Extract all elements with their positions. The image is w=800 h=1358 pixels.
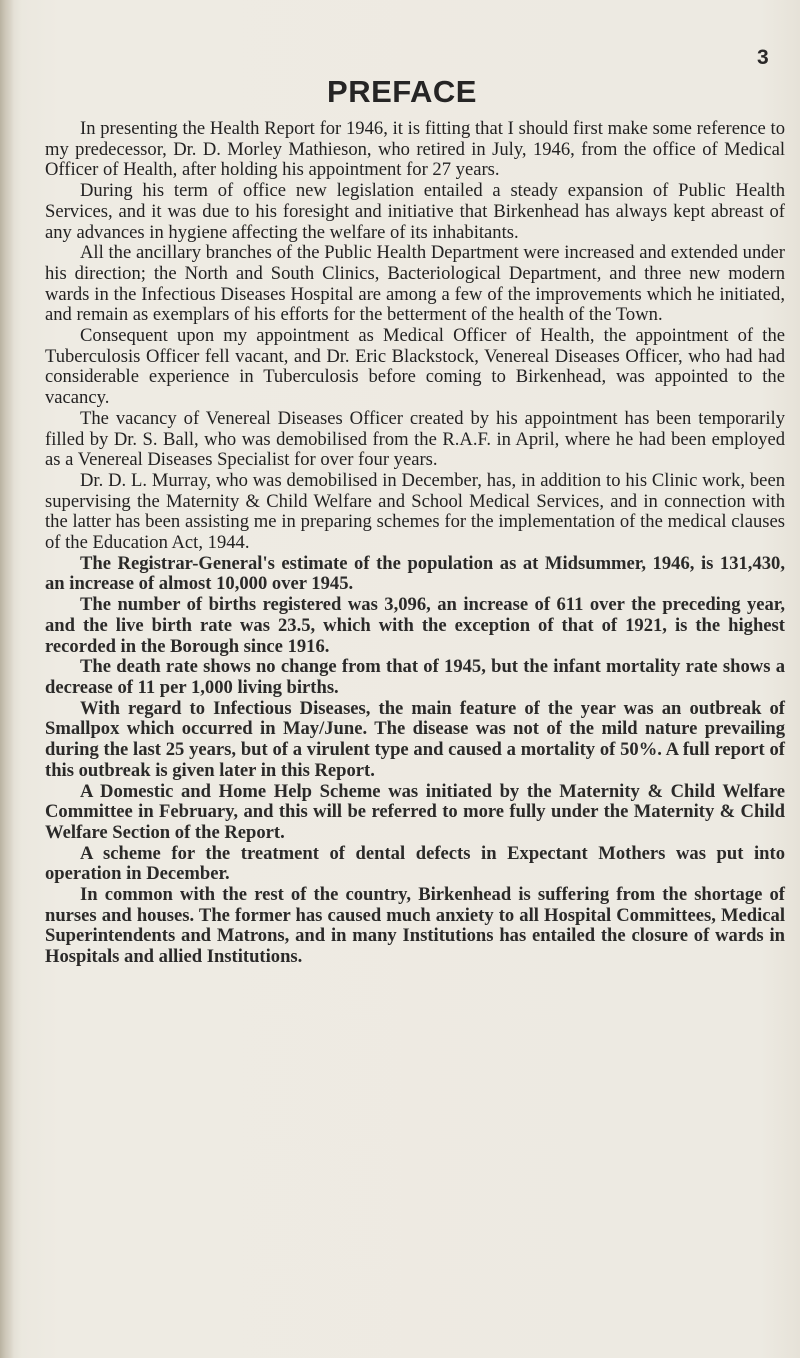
paragraph-venereal-diseases-officer: The vacancy of Venereal Diseases Officer created by his appointment has been temporarily filled by Dr. S. Ball, who was demobilised from the R.A.F. in April, where he had been employed as a Venereal Diseases Specialist for over four years. (45, 407, 785, 471)
preface-body (45, 119, 785, 968)
paragraph-dr-murray: Dr. D. L. Murray, who was demobilised in December, has, in addition to his Clinic work, been supervising the Maternity & Child Welfare and School Medical Services, and in connection with the latter has been assisting me in preparing schemes for the implementation of the medical clauses of the Education Act, 1944. (45, 469, 785, 554)
paragraph-tuberculosis-officer: Consequent upon my appointment as Medical Officer of Health, the appointment of the Tuberculosis Officer fell vacant, and Dr. Eric Blackstock, Venereal Diseases Officer, who had had considerable experience in Tuberculosis before coming to Birkenhead, was appointed to the vacancy. (45, 325, 785, 409)
paragraph-dental-scheme: A scheme for the treatment of dental defects in Expectant Mothers was put into operation in December. (45, 842, 785, 885)
page-title: PREFACE (327, 74, 477, 109)
page-number: 3 (757, 46, 769, 69)
paragraph-home-help-scheme: A Domestic and Home Help Scheme was initiated by the Maternity & Child Welfare Committee in February, and this will be referred to more fully under the Maternity & Child Welfare Section of the Report. (45, 780, 785, 843)
paragraph-term-of-office: During his term of office new legislation entailed a steady expansion of Public Health Services, and it was due to his foresight and initiative that Birkenhead has always kept abreast of any advances in hygiene affecting the welfare of its inhabitants. (45, 180, 785, 243)
paragraph-predecessor: In presenting the Health Report for 1946, it is fitting that I should first make some reference to my predecessor, Dr. D. Morley Mathieson, who retired in July, 1946, from the office of Medical Officer of Health, after holding his appointment for 27 years. (45, 118, 785, 181)
paragraph-population: The Registrar-General's estimate of the population as at Midsummer, 1946, is 131,430, an increase of almost 10,000 over 1945. (45, 552, 785, 595)
paragraph-births: The number of births registered was 3,096, an increase of 611 over the preceding year, and the live birth rate was 23.5, which with the exception of that of 1921, is the highest recorded in the Borough since 1916. (45, 594, 785, 657)
paragraph-infectious-diseases: With regard to Infectious Diseases, the main feature of the year was an outbreak of Smallpox which occurred in May/June. The disease was not of the mild nature prevailing during the last 25 years, but of a virulent type and caused a mortality of 50%. A full report of this outbreak is given later in this Report. (45, 697, 785, 781)
page-edge-shadow (0, 0, 14, 1358)
paragraph-ancillary-branches: All the ancillary branches of the Public Health Department were increased and extended under his direction; the North and South Clinics, Bacteriological Department, and three new modern wards in the Infectious Diseases Hospital are among a few of the improvements which he initiated, and remain as exemplars of his efforts for the betterment of the health of the Town. (45, 242, 785, 326)
paragraph-death-rate: The death rate shows no change from that of 1945, but the infant mortality rate shows a decrease of 11 per 1,000 living births. (45, 656, 785, 698)
paragraph-shortage: In common with the rest of the country, Birkenhead is suffering from the shortage of nurses and houses. The former has caused much anxiety to all Hospital Committees, Medical Superintendents and Matrons, and in many Institutions has entailed the closure of wards in Hospitals and allied Institutions. (45, 884, 785, 968)
